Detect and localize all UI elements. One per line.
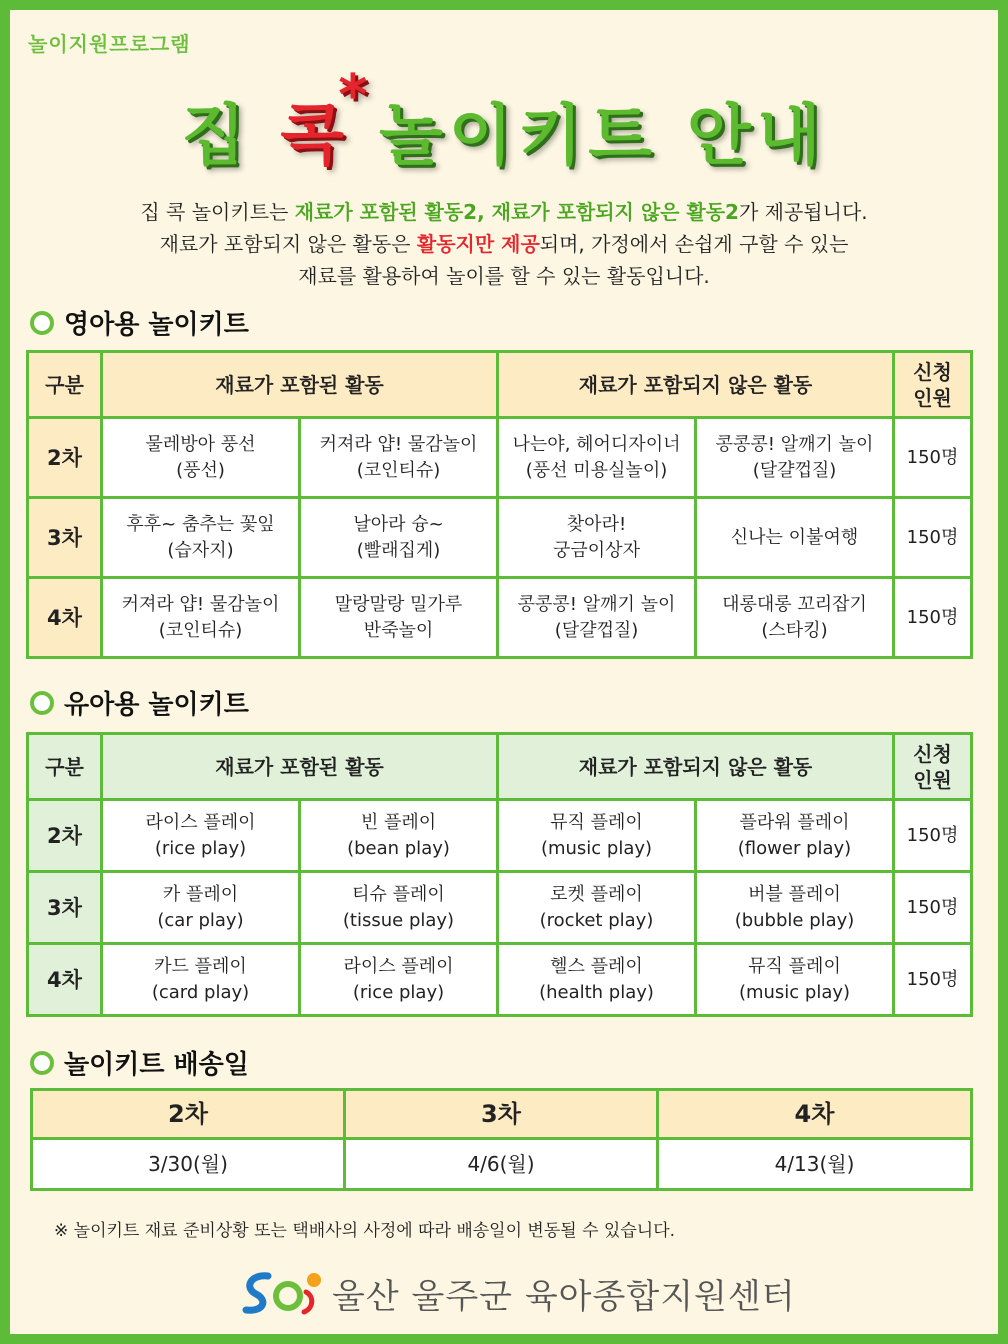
section-delivery <box>30 1044 249 1081</box>
activity-cell <box>300 872 498 944</box>
star-icon: * <box>338 63 374 128</box>
circle-icon <box>30 1051 54 1075</box>
activity-cell <box>498 872 696 944</box>
table-row <box>28 498 972 578</box>
activity-detail: (rice play) <box>154 837 247 859</box>
header-without-materials: 재료가 포함되지 않은 활동 <box>498 352 894 418</box>
activity-cell <box>498 800 696 872</box>
activity-cell <box>102 800 300 872</box>
header-round: 구분 <box>28 734 102 800</box>
circle-icon <box>30 691 54 715</box>
activity-detail: (music play) <box>738 981 851 1003</box>
section-infant <box>30 304 249 341</box>
delivery-table <box>30 1088 973 1191</box>
activity-name: 날아라 슝~ <box>353 513 444 535</box>
activity-name: 티슈 플레이 <box>352 883 445 905</box>
delivery-date-4: 4/13(월) <box>658 1139 972 1190</box>
applicant-count: 150명 <box>894 578 972 658</box>
round-cell: 2차 <box>28 800 102 872</box>
activity-name: 찾아라! <box>566 513 627 535</box>
toddler-table <box>26 732 973 1017</box>
activity-detail: (car play) <box>157 909 244 931</box>
activity-detail: (스타킹) <box>761 619 828 641</box>
activity-cell <box>300 800 498 872</box>
applicant-count: 150명 <box>894 498 972 578</box>
applicant-count: 150명 <box>894 944 972 1016</box>
header-applicants-2: 인원 <box>913 767 952 792</box>
activity-cell <box>696 418 894 498</box>
infant-table <box>26 350 973 659</box>
intro-l3: 재료를 활용하여 놀이를 할 수 있는 활동입니다. <box>298 264 710 288</box>
round-cell: 4차 <box>28 944 102 1016</box>
activity-detail: (tissue play) <box>342 909 455 931</box>
activity-name: 로켓 플레이 <box>550 883 643 905</box>
title-part2 <box>280 63 374 174</box>
activity-cell <box>696 498 894 578</box>
header-without-materials: 재료가 포함되지 않은 활동 <box>498 734 894 800</box>
activity-name: 플라워 플레이 <box>739 811 850 833</box>
round-cell: 3차 <box>28 872 102 944</box>
title-part3: 놀이키트 안내 <box>378 97 827 174</box>
delivery-round-2: 2차 <box>32 1090 345 1139</box>
activity-name: 신나는 이불여행 <box>730 526 859 548</box>
activity-detail: (rocket play) <box>539 909 654 931</box>
activity-name: 라이스 플레이 <box>145 811 256 833</box>
page-title <box>10 63 998 177</box>
activity-cell <box>696 578 894 658</box>
table-header-row <box>28 352 972 418</box>
table-row <box>28 418 972 498</box>
delivery-date-2: 3/30(월) <box>32 1139 345 1190</box>
section-toddler <box>30 684 249 721</box>
activity-detail: 반죽놀이 <box>363 619 434 641</box>
activity-cell <box>102 578 300 658</box>
activity-detail: 궁금이상자 <box>553 539 640 561</box>
table-row <box>28 944 972 1016</box>
header-applicants <box>894 734 972 800</box>
section-toddler-title: 유아용 놀이키트 <box>64 690 249 720</box>
activity-cell <box>498 578 696 658</box>
activity-detail: (bubble play) <box>734 909 855 931</box>
activity-name: 대롱대롱 꼬리잡기 <box>722 593 867 615</box>
activity-name: 말랑말랑 밀가루 <box>334 593 463 615</box>
delivery-header-row <box>32 1090 972 1139</box>
header-applicants <box>894 352 972 418</box>
activity-cell <box>300 498 498 578</box>
activity-detail: (코인티슈) <box>158 619 243 641</box>
activity-detail: (달걀껍질) <box>752 459 837 481</box>
activity-detail: (card play) <box>151 981 250 1003</box>
title-part1: 집 <box>181 97 252 174</box>
activity-name: 카 플레이 <box>162 883 239 905</box>
activity-cell <box>696 944 894 1016</box>
round-cell: 4차 <box>28 578 102 658</box>
section-infant-title: 영아용 놀이키트 <box>64 310 249 340</box>
activity-cell <box>102 872 300 944</box>
notice-poster <box>10 10 998 1334</box>
activity-detail: (습자지) <box>167 539 234 561</box>
org-name: 울산 울주군 육아종합지원센터 <box>332 1276 796 1317</box>
activity-name: 카드 플레이 <box>154 955 247 977</box>
delivery-round-3: 3차 <box>345 1090 658 1139</box>
activity-name: 콩콩콩! 알깨기 놀이 <box>517 593 676 615</box>
activity-cell <box>102 498 300 578</box>
intro-l2a: 재료가 포함되지 않은 활동은 <box>159 232 417 256</box>
intro-l2-highlight: 활동지만 제공 <box>416 232 540 256</box>
activity-cell <box>300 944 498 1016</box>
intro-l1-highlight: 재료가 포함된 활동2, 재료가 포함되지 않은 활동2 <box>294 200 739 224</box>
activity-name: 뮤직 플레이 <box>550 811 643 833</box>
activity-detail: (bean play) <box>347 837 450 859</box>
intro-l2c: 되며, 가정에서 손쉽게 구할 수 있는 <box>539 232 849 256</box>
header-with-materials: 재료가 포함된 활동 <box>102 734 498 800</box>
activity-cell <box>102 944 300 1016</box>
delivery-note: ※ 놀이키트 재료 준비상황 또는 택배사의 사정에 따라 배송일이 변동될 수 있습니다. <box>54 1221 676 1241</box>
activity-name: 나는야, 헤어디자이너 <box>512 433 681 455</box>
activity-name: 후후~ 춤추는 꽃잎 <box>126 513 275 535</box>
header-applicants-1: 신청 <box>913 359 952 384</box>
activity-detail: (health play) <box>539 981 654 1003</box>
delivery-round-4: 4차 <box>658 1090 972 1139</box>
activity-name: 물레방아 풍선 <box>145 433 256 455</box>
table-row <box>28 800 972 872</box>
activity-name: 커져라 얍! 물감놀이 <box>319 433 478 455</box>
round-cell: 2차 <box>28 418 102 498</box>
activity-name: 콩콩콩! 알깨기 놀이 <box>715 433 874 455</box>
circle-icon <box>30 311 54 335</box>
applicant-count: 150명 <box>894 800 972 872</box>
applicant-count: 150명 <box>894 872 972 944</box>
activity-cell <box>498 498 696 578</box>
activity-detail: (풍선 미용실놀이) <box>525 459 668 481</box>
table-row <box>28 872 972 944</box>
activity-detail: (flower play) <box>737 837 852 859</box>
activity-cell <box>498 944 696 1016</box>
title-part2-text: 콕 <box>280 97 350 174</box>
delivery-date-row <box>32 1139 972 1190</box>
org-logo <box>238 1266 796 1320</box>
activity-name: 헬스 플레이 <box>550 955 643 977</box>
table-header-row <box>28 734 972 800</box>
intro-l1a: 집 콕 놀이키트는 <box>140 200 295 224</box>
activity-detail: (코인티슈) <box>356 459 441 481</box>
activity-cell <box>300 578 498 658</box>
delivery-date-3: 4/6(월) <box>345 1139 658 1190</box>
logo-icon <box>238 1266 326 1320</box>
activity-name: 버블 플레이 <box>748 883 841 905</box>
table-row <box>28 578 972 658</box>
applicant-count: 150명 <box>894 418 972 498</box>
activity-name: 커져라 얍! 물감놀이 <box>121 593 280 615</box>
intro-l1c: 가 제공됩니다. <box>738 200 868 224</box>
activity-cell <box>300 418 498 498</box>
activity-name: 라이스 플레이 <box>343 955 454 977</box>
header-applicants-2: 인원 <box>913 385 952 410</box>
activity-name: 빈 플레이 <box>360 811 437 833</box>
activity-cell <box>696 872 894 944</box>
section-delivery-title: 놀이키트 배송일 <box>64 1050 249 1080</box>
program-label: 놀이지원프로그램 <box>28 32 191 56</box>
activity-cell <box>498 418 696 498</box>
round-cell: 3차 <box>28 498 102 578</box>
activity-cell <box>696 800 894 872</box>
header-applicants-1: 신청 <box>913 741 952 766</box>
intro-text <box>30 196 978 292</box>
activity-cell <box>102 418 300 498</box>
activity-detail: (rice play) <box>352 981 445 1003</box>
activity-detail: (빨래집게) <box>356 539 441 561</box>
activity-detail: (달걀껍질) <box>554 619 639 641</box>
header-round: 구분 <box>28 352 102 418</box>
activity-detail: (풍선) <box>176 459 225 481</box>
header-with-materials: 재료가 포함된 활동 <box>102 352 498 418</box>
activity-detail: (music play) <box>540 837 653 859</box>
activity-name: 뮤직 플레이 <box>748 955 841 977</box>
